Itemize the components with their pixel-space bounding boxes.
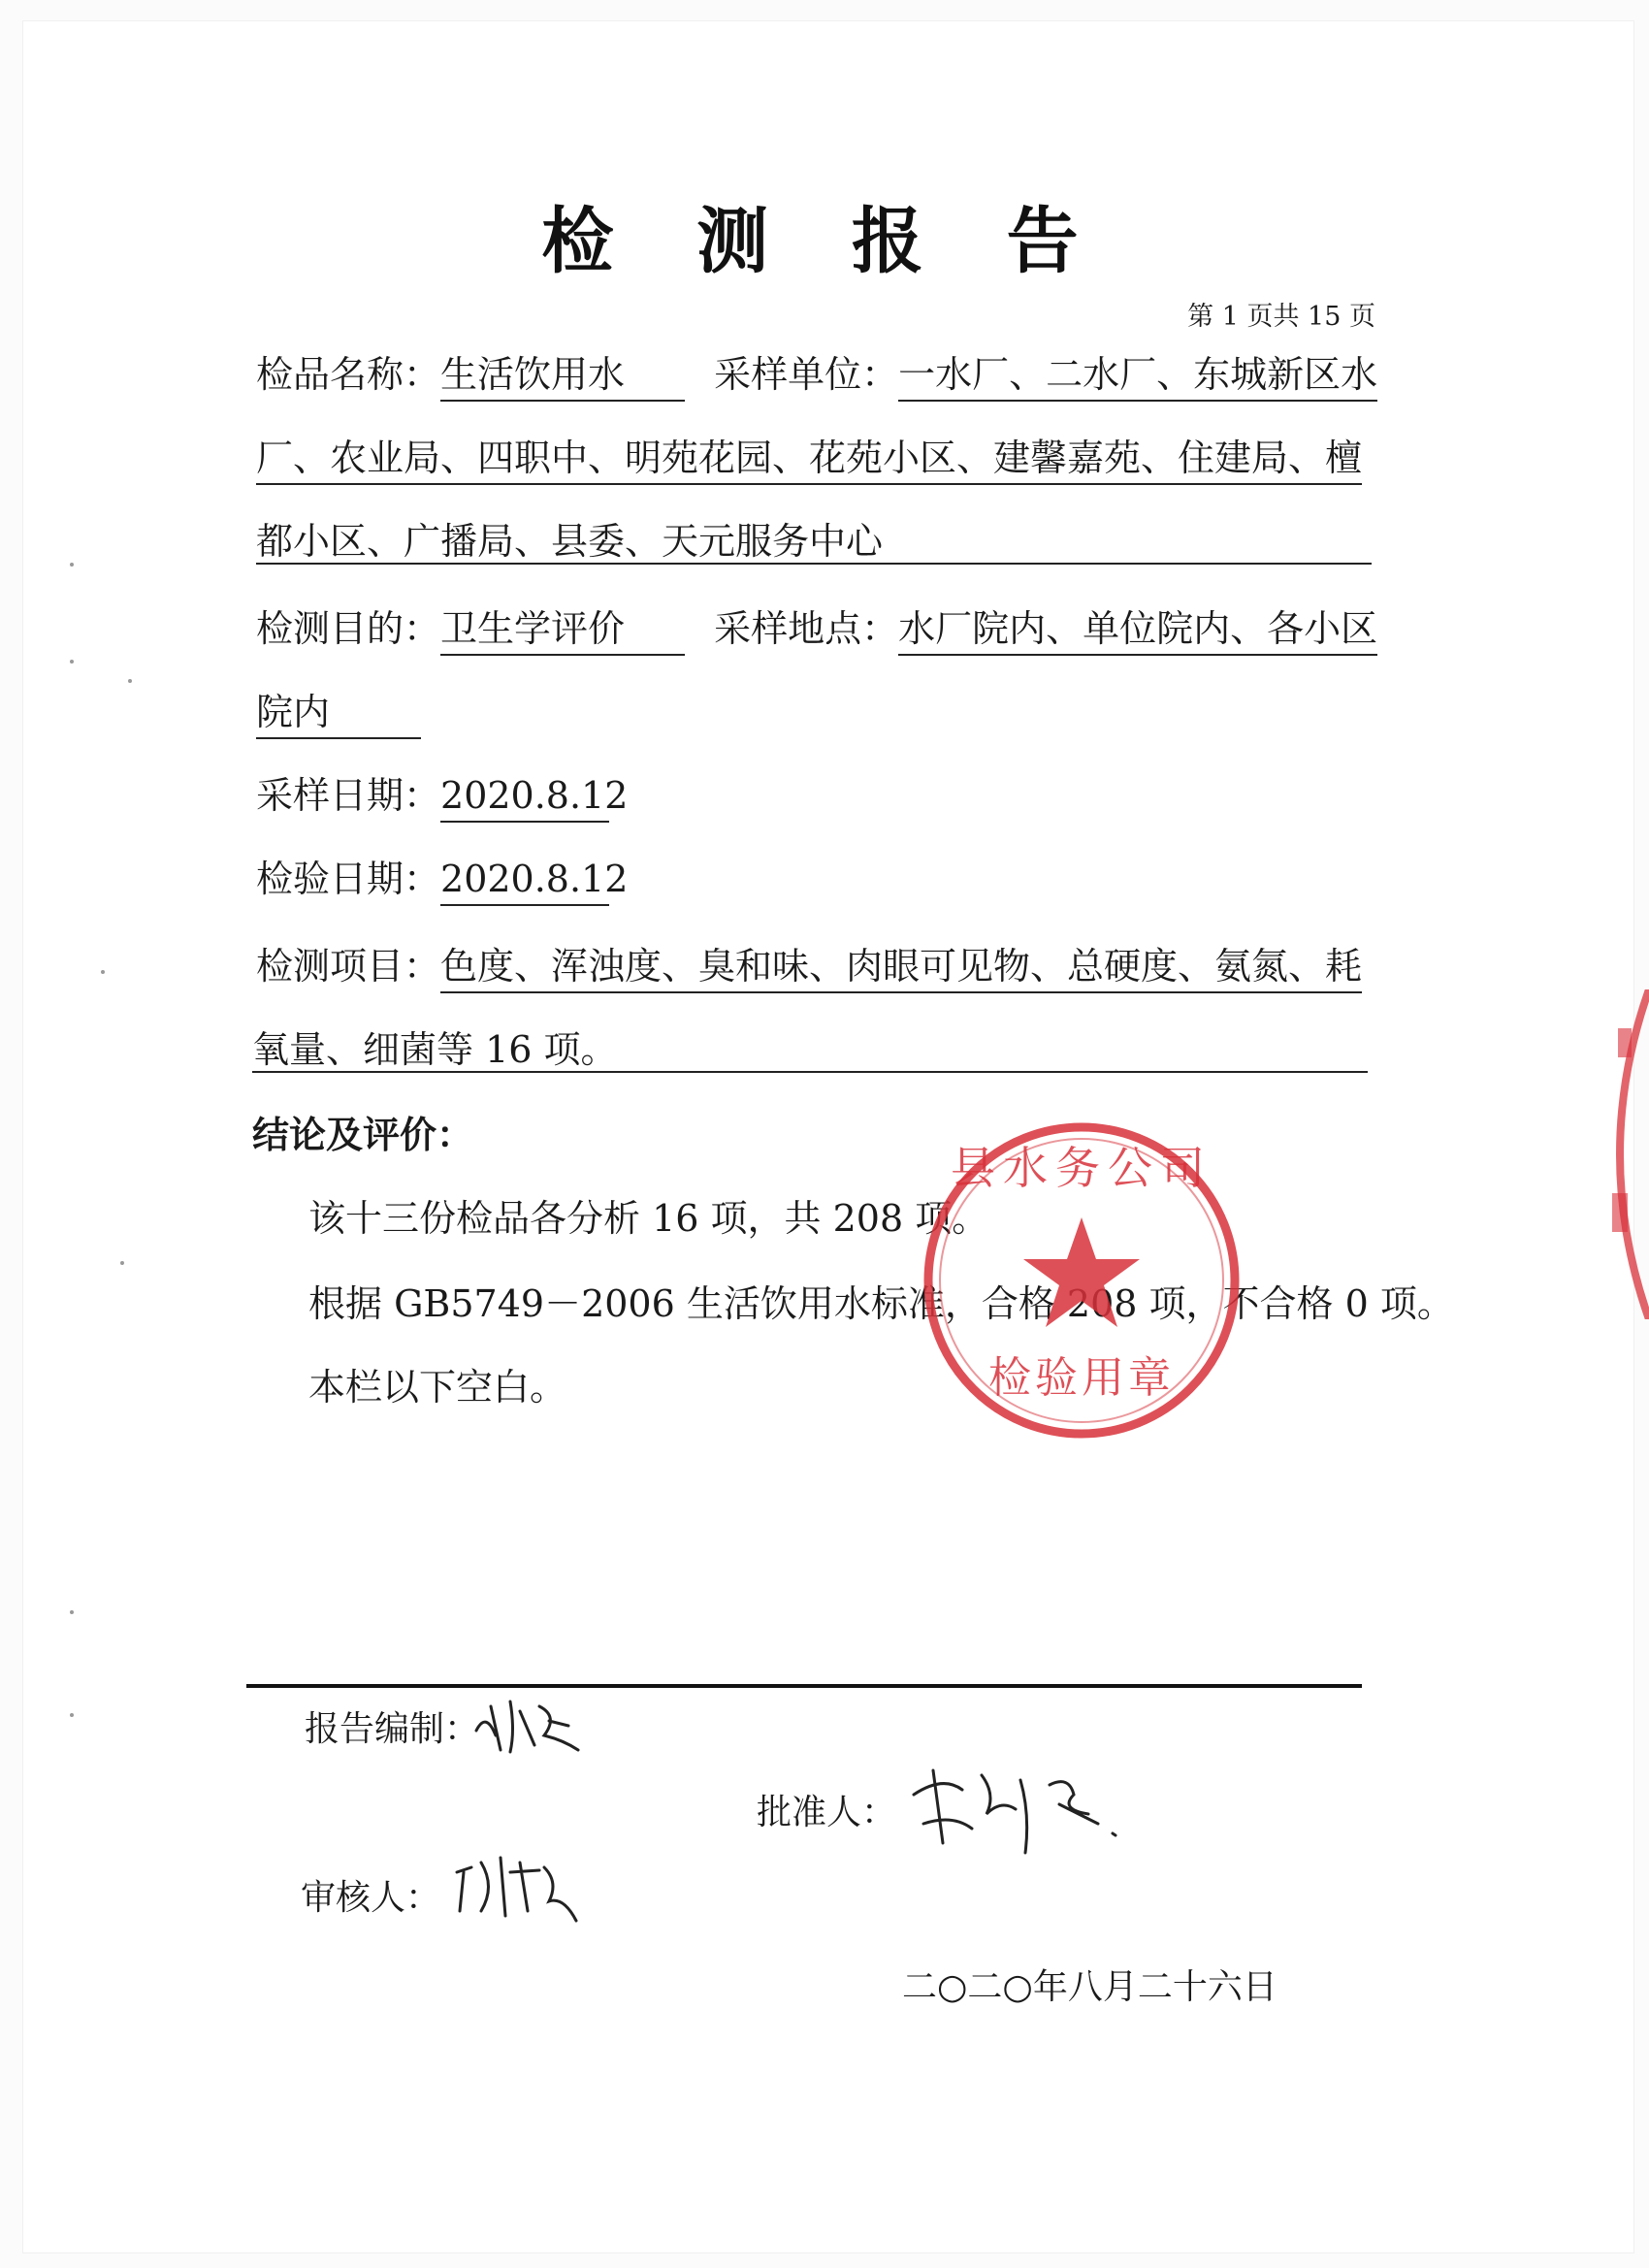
test-items-underline: [252, 1071, 1368, 1073]
page-indicator: 第 1 页共 15 页: [1187, 302, 1375, 332]
conclusion-line-3: 本栏以下空白。: [308, 1366, 567, 1409]
stamp-sub-text: 检验用章: [988, 1353, 1175, 1403]
test-items-row-2: [252, 1026, 618, 1073]
compiler-signature: [471, 1692, 588, 1760]
official-stamp: [917, 1116, 1246, 1445]
scan-speck: [101, 970, 105, 974]
report-date: 二○二○年八月二十六日: [902, 1967, 1277, 2007]
inspection-date-row: [256, 856, 629, 906]
conclusion-line-1: 该十三份检品各分析 16 项，共 208 项。: [308, 1197, 989, 1240]
sampling-location-value-1: 水厂院内、单位院内、各小区: [898, 605, 1377, 656]
sampling-location-row-2: [256, 689, 421, 739]
scan-speck: [70, 660, 74, 664]
scan-speck: [70, 1713, 74, 1717]
scan-speck: [70, 563, 74, 567]
inspection-date-label: 检验日期：: [256, 858, 441, 900]
sampling-location-label: 采样地点：: [714, 607, 899, 650]
sampling-unit-value-3: 都小区、广播局、县委、天元服务中心: [256, 520, 884, 563]
sampling-date-value: 2020.8.12: [440, 772, 609, 823]
report-title: 检 测 报 告: [541, 200, 1108, 283]
sampling-unit-underline: [256, 563, 1372, 565]
signature-divider: [246, 1684, 1362, 1688]
test-items-value-1: 色度、浑浊度、臭和味、肉眼可见物、总硬度、氨氮、耗: [440, 943, 1362, 993]
scan-speck: [120, 1261, 124, 1265]
sampling-date-label: 采样日期：: [256, 774, 441, 817]
sampling-unit-label: 采样单位：: [714, 353, 899, 396]
conclusion-line-2: 根据 GB5749－2006 生活饮用水标准，合格 208 项，不合格 0 项。: [308, 1282, 1454, 1325]
reviewer-signature: [452, 1843, 588, 1930]
sampling-unit-value-2: 厂、农业局、四职中、明苑花园、花苑小区、建馨嘉苑、住建局、檀: [256, 435, 1362, 485]
purpose-row: [256, 605, 1377, 656]
sampling-location-value-2: 院内: [256, 689, 421, 739]
sample-name-value: 生活饮用水: [440, 351, 685, 402]
purpose-value: 卫生学评价: [440, 605, 685, 656]
sampling-unit-row-2: [256, 435, 1362, 485]
approver-label: 批准人：: [757, 1793, 897, 1832]
reviewer-label: 审核人：: [301, 1878, 441, 1918]
sampling-unit-row-3: [256, 518, 883, 565]
edge-stamp-fragment: [1591, 989, 1649, 1319]
test-items-row: [256, 943, 1362, 993]
scan-speck: [70, 1610, 74, 1614]
scan-speck: [128, 679, 132, 683]
sampling-unit-value-1: 一水厂、二水厂、东城新区水: [898, 351, 1377, 402]
test-items-label: 检测项目：: [256, 945, 441, 988]
purpose-label: 检测目的：: [256, 607, 441, 650]
stamp-text: 县水务公司: [951, 1142, 1212, 1194]
compiler-label: 报告编制：: [305, 1709, 480, 1749]
sample-name-label: 检品名称：: [256, 353, 441, 396]
conclusion-heading: 结论及评价：: [252, 1113, 474, 1156]
sample-name-row: [256, 351, 1377, 402]
test-items-value-2: 氧量、细菌等 16 项。: [252, 1028, 618, 1071]
approver-signature: [904, 1756, 1127, 1863]
sampling-date-row: [256, 772, 629, 823]
inspection-date-value: 2020.8.12: [440, 856, 609, 906]
